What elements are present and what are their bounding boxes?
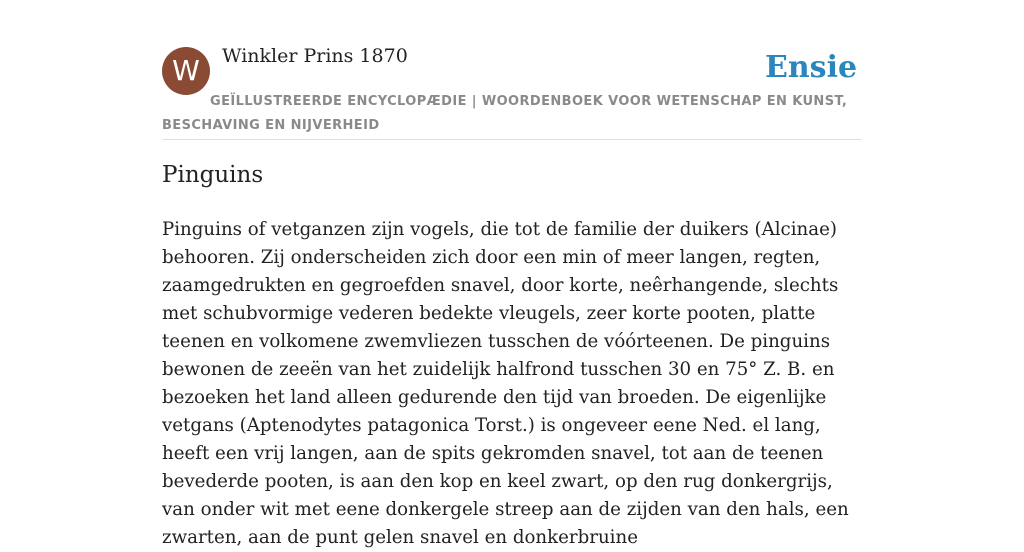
- source-title[interactable]: Winkler Prins 1870: [222, 45, 408, 67]
- header-divider: [162, 139, 862, 140]
- ensie-logo[interactable]: Ensie: [765, 50, 858, 85]
- article-title: Pinguins: [162, 162, 264, 188]
- source-subtitle: GEÏLLUSTREERDE ENCYCLOPÆDIE | WOORDENBOEK VOOR WETENSCHAP EN KUNST, BESCHAVING EN NIJVERHEID: [162, 94, 848, 133]
- article-body: Pinguins of vetganzen zijn vogels, die tot de familie der duikers (Alcinae) behooren. Zij onderscheiden zich door een min of meer langen, regten, zaamgedrukten en gegroefden snavel, door korte, neêrhangende, slechts met schubvormige vederen bedekte vleugels, zeer korte pooten, platte teenen en volkomene zwemvliezen tusschen de vóórteenen. De pinguins bewonen de zeeën van het zuidelijk halfrond tusschen 30 en 75° Z. B. en bezoeken het land alleen gedurende den tijd van broeden. De eigenlijke vetgans (Aptenodytes patagonica Torst.) is ongeveer eene Ned. el lang, heeft een vrij langen, aan de spits gekromden snavel, tot aan de teenen bevederde pooten, is aan den kop en keel zwart, op den rug donkergrijs, van onder wit met eene donkergele streep aan de zijden van den hals, een zwarten, aan de punt gelen snavel en donkerbruine: [162, 219, 849, 548]
- source-avatar[interactable]: W: [162, 47, 210, 95]
